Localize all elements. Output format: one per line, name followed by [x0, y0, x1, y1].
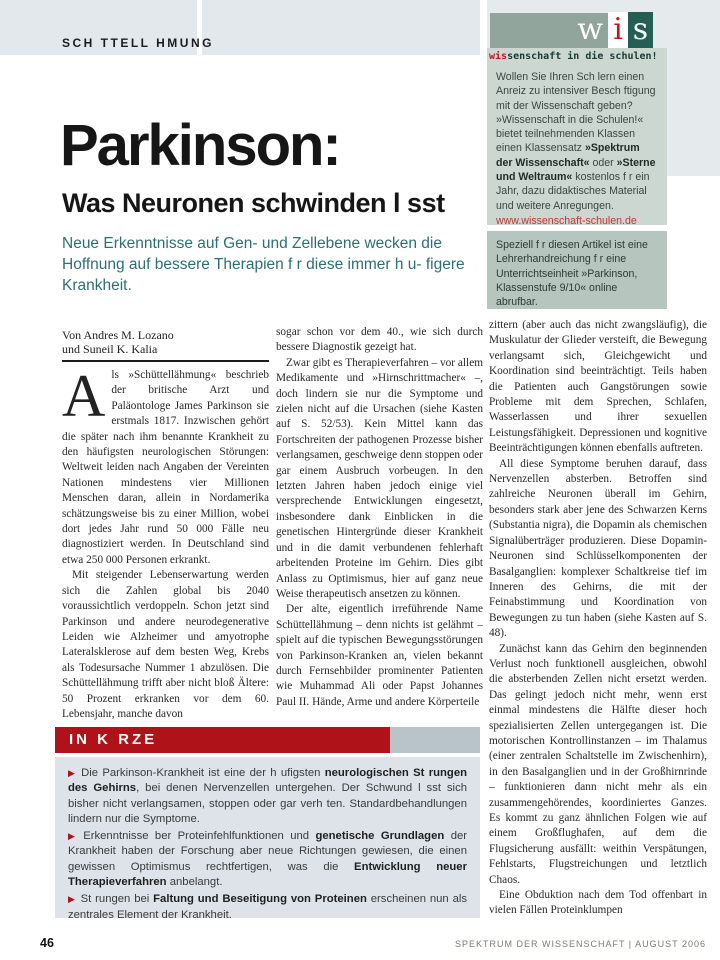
paragraph: zittern (aber auch das nicht zwangsläufig), die Muskulatur der Glieder versteift, die Bewegung verlangsamt sich, Gleichgewicht und Koordination sind beeinträchtigt. Teils haben die Patienten auch Gangstörungen sowie Probleme mit dem Sprechen, Schlafen, Wasserlassen und ihrer sexuellen Leistungsfähigkeit. Depressionen und kognitive Beeinträchtigungen können ebenfalls auftreten.: [489, 319, 707, 455]
article-subtitle: Was Neuronen schwinden l sst: [62, 188, 445, 218]
summary-header-bar-gray: [390, 727, 480, 753]
bullet-arrow-icon: ▶: [68, 831, 79, 842]
summary-title: IN K RZE: [55, 727, 390, 753]
sidebar-promo-box: [487, 48, 667, 225]
paragraph: Zunächst kann das Gehirn den beginnenden Verlust noch funktionell ausgleichen, obwohl die absterbenden Zellen nicht ersetzt werden. Das gelingt jedoch nicht mehr, wenn erst einmal mindestens die Hälfte dieser hoch spezialisierten Zellen untergegangen ist. Die motorischen Kontrollinstanzen – im Thalamus (einer zentralen Schaltstelle im Zwischenhirn), in den Basalganglien und in der Großhirnrinde – funktionieren dann nicht mehr als ein zusammengehörendes, koordiniertes Ganzes. Es kommt zu ganz ähnlichen Folgen wie auf einem Großflughafen, auf dem die Flugsicherung ausfällt: weithin Verspätungen, Fehlstarts, Flugstreichungen und letztlich Chaos.: [489, 642, 707, 886]
body-column-1: [62, 368, 269, 745]
sidebar-promo-text: Wollen Sie Ihren Sch lern einen Anreiz zu intensiver Besch ftigung mit der Wissenschaft geben? »Wissenschaft in die Schulen!« bietet teilnehmenden Klassen einen Klassensatz »Spektrum der Wissenschaft« oder »Sterne und Weltraum« kostenlos f r ein Jahr, dazu didaktisches Material und weitere Anregungen.: [496, 71, 656, 212]
top-band-right: [202, 0, 480, 55]
paragraph: All diese Symptome beruhen darauf, dass Nervenzellen absterben. Betroffen sind zahlreiche Neuronen überall im Gehirn, besonders stark aber jene des Schwarzen Kerns (Substantia nigra), die Dopamin als chemischen Signalüberträger produzieren. Diese Dopamin-Neuronen sind Schlüsselkomponenten der Basalganglien: komplexer Schaltkreise tief im Inneren des Gehirns, die mit der Feinabstimmung und Koordination von Bewegungen zu tun haben (siehe Kasten auf S. 48).: [489, 457, 707, 640]
byline-line1: Von Andres M. Lozano: [62, 328, 174, 342]
wis-logo-letter-s: s: [628, 12, 653, 50]
wis-logo-bar: [490, 13, 608, 48]
paragraph: Mit steigender Lebenserwartung werden sich die Zahlen global bis 2040 voraussichtlich verdoppeln. Schon jetzt sind Parkinson und andere neurodegenerative Leiden wie Alzheimer und amyotrophe Lateralsklerose auf dem besten Weg, Krebs als Todesursache Nummer 1 abzulösen. Die Schüttellähmung trifft aber nicht bloß Ältere: 50 Prozent erkranken vor dem 60. Lebensjahr, manche davon: [62, 569, 269, 720]
summary-item-text: St rungen bei Faltung und Beseitigung von Proteinen erscheinen nun als zentrales Element der Krankheit.: [68, 893, 468, 921]
summary-item: [68, 829, 467, 890]
byline: [62, 328, 174, 356]
section-kicker: SCH TTELL HMUNG: [62, 36, 214, 50]
body-column-3: [489, 318, 707, 926]
wis-tagline-highlight: wis: [489, 51, 508, 62]
sidebar-note-box: [487, 231, 667, 309]
body-column-2: [276, 325, 483, 739]
summary-box: [55, 757, 480, 921]
dropcap: A: [62, 368, 106, 429]
page-number: 46: [40, 936, 54, 950]
summary-item-text: Erkenntnisse ber Proteinfehlfunktionen und genetische Grundlagen der Krankheit haben der Forschung aber neue Richtungen gewiesen, die einen gewissen Optimismus rechtfertigen, was die Entwicklung neuer Therapieverfahren anbelangt.: [68, 830, 468, 889]
paragraph: Der alte, eigentlich irreführende Name Schüttellähmung – denn nichts ist gelähmt – spielt auf die typischen Bewegungsstörungen von Parkinson-Kranken an, vielen bekannt durch Fernsehbilder prominenter Patienten wie Muhammad Ali oder Papst Johannes Paul II. Hände, Arme und andere Körperteile: [276, 603, 483, 708]
sidebar-note-text: Speziell f r diesen Artikel ist eine Lehrerhandreichung f r eine Unterrichtseinheit »Parkinson, Klassenstufe 9/10« online abrufbar.: [496, 239, 648, 309]
paragraph: [62, 368, 269, 568]
bullet-arrow-icon: ▶: [68, 894, 76, 905]
byline-rule: [62, 360, 269, 362]
summary-item: [68, 892, 467, 923]
footer-magazine-line: SPEKTRUM DER WISSENSCHAFT | AUGUST 2006: [454, 939, 706, 949]
wis-tagline-rest: senschaft in die schulen!: [507, 51, 658, 62]
paragraph: Zwar gibt es Therapieverfahren – vor allem Medikamente und »Hirnschrittmacher« –, doch lindern sie nur die Symptome und zielen nicht auf die Ursachen (siehe Kasten auf S. 52/53). Kein Mittel kann das Fortschreiten der pathogenen Prozesse bisher verlangsamen, geschweige denn stoppen oder gar einem Ausbruch vorbeugen. In den letzten Jahren haben jedoch einige viel versprechende Entwicklungen eingesetzt, insbesondere dank Einblicken in die genetischen Hintergründe dieser Krankheit und in die damit verbundenen fehlerhaft arbeitenden Proteine im Gehirn. Dies gibt Anlass zu Optimismus, hier auf ganz neue Weise therapeutisch ansetzen zu können.: [276, 356, 483, 600]
article-deck: Neue Erkenntnisse auf Gen- und Zellebene wecken die Hoffnung auf bessere Therapien f r diese immer h u- figere Krankheit.: [62, 235, 465, 294]
byline-line2: und Suneil K. Kalia: [62, 342, 158, 356]
wis-logo-letter-w: w: [577, 12, 603, 47]
paragraph: sogar schon vor dem 40., wie sich durch bessere Diagnostik gezeigt hat.: [276, 326, 483, 354]
sidebar-link[interactable]: www.wissenschaft-schulen.de: [496, 214, 637, 227]
wis-logo-letter-i: i: [608, 12, 628, 50]
summary-item: [68, 766, 467, 827]
summary-header-bar: [55, 727, 480, 753]
article-title: Parkinson:: [60, 113, 340, 178]
bullet-arrow-icon: ▶: [68, 768, 77, 778]
summary-item-text: Die Parkinson-Krankheit ist eine der h ufigsten neurologischen St rungen des Gehirns, bei denen Nervenzellen untergehen. Der Schwund l sst sich bisher nicht verlangsamen, stoppen oder gar verh ten. Standardbehandlungen lindern nur die Symptome.: [68, 767, 468, 825]
wis-tagline: [489, 51, 658, 62]
paragraph-text: ls »Schüttellähmung« beschrieb der britische Arzt und Paläontologe James Parkinson sie erstmals 1817. Inzwischen gehört die später nach ihm benannte Krankheit zu den häufigsten neurologischen Störungen: Weltweit leiden nach Angaben der Vereinten Nationen mindestens vier Millionen Menschen daran, allein in Nordamerika schätzungsweise bis zu einer Million, wobei dort jedes Jahr rund 50 000 Fälle neu diagnostiziert werden. In Deutschland sind etwa 250 000 Personen erkrankt.: [62, 369, 269, 566]
paragraph: Eine Obduktion nach dem Tod offenbart in vielen Fällen Proteinklumpen: [489, 889, 707, 917]
